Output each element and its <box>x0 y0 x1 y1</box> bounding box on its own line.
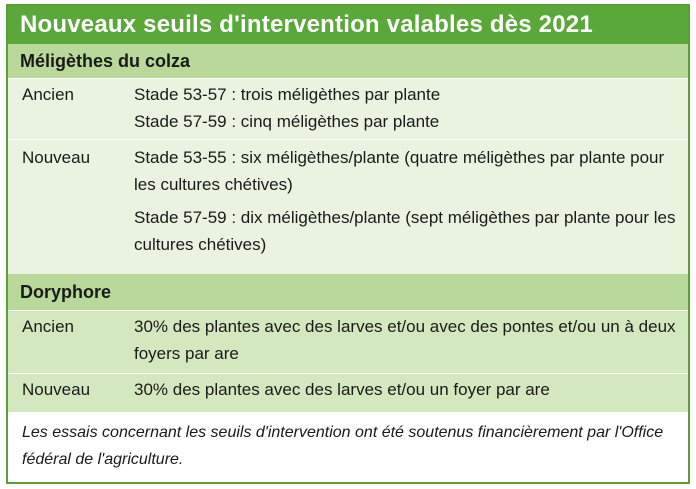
section-heading-doryphore: Doryphore <box>8 274 688 310</box>
info-box <box>6 4 690 484</box>
threshold-line: Stade 53-57 : trois méligèthes par plante <box>134 85 441 104</box>
threshold-line: Stade 57-59 : cinq méligèthes par plante <box>134 112 440 131</box>
threshold-paragraph: Stade 57-59 : dix méligèthes/plante (sept méligèthes par plante pour les cultures chétives) <box>134 208 676 254</box>
footer-note: Les essais concernant les seuils d'intervention ont été soutenus financièrement par l'Office fédéral de l'agriculture. <box>22 424 664 468</box>
row-label: Ancien <box>22 85 74 104</box>
row-text: 30% des plantes avec des larves et/ou avec des pontes et/ou un à deux foyers par are <box>134 317 676 363</box>
row-label: Ancien <box>22 317 74 336</box>
table-row-doryphore-nouveau <box>8 373 688 412</box>
table-row-meligethes-nouveau <box>8 139 688 274</box>
row-label: Nouveau <box>22 148 91 167</box>
threshold-paragraph: Stade 53-55 : six méligèthes/plante (quatre méligèthes par plante pour les cultures chétives) <box>134 148 665 194</box>
table-row-doryphore-ancien <box>8 310 688 373</box>
table-row-meligethes-ancien <box>8 78 688 139</box>
row-text <box>134 81 688 139</box>
section-heading-meligethes: Méligèthes du colza <box>8 44 688 78</box>
box-title: Nouveaux seuils d'intervention valables dès 2021 <box>8 6 688 44</box>
row-label: Nouveau <box>22 380 91 399</box>
row-text <box>134 144 688 274</box>
row-text: 30% des plantes avec des larves et/ou un foyer par are <box>134 380 550 399</box>
